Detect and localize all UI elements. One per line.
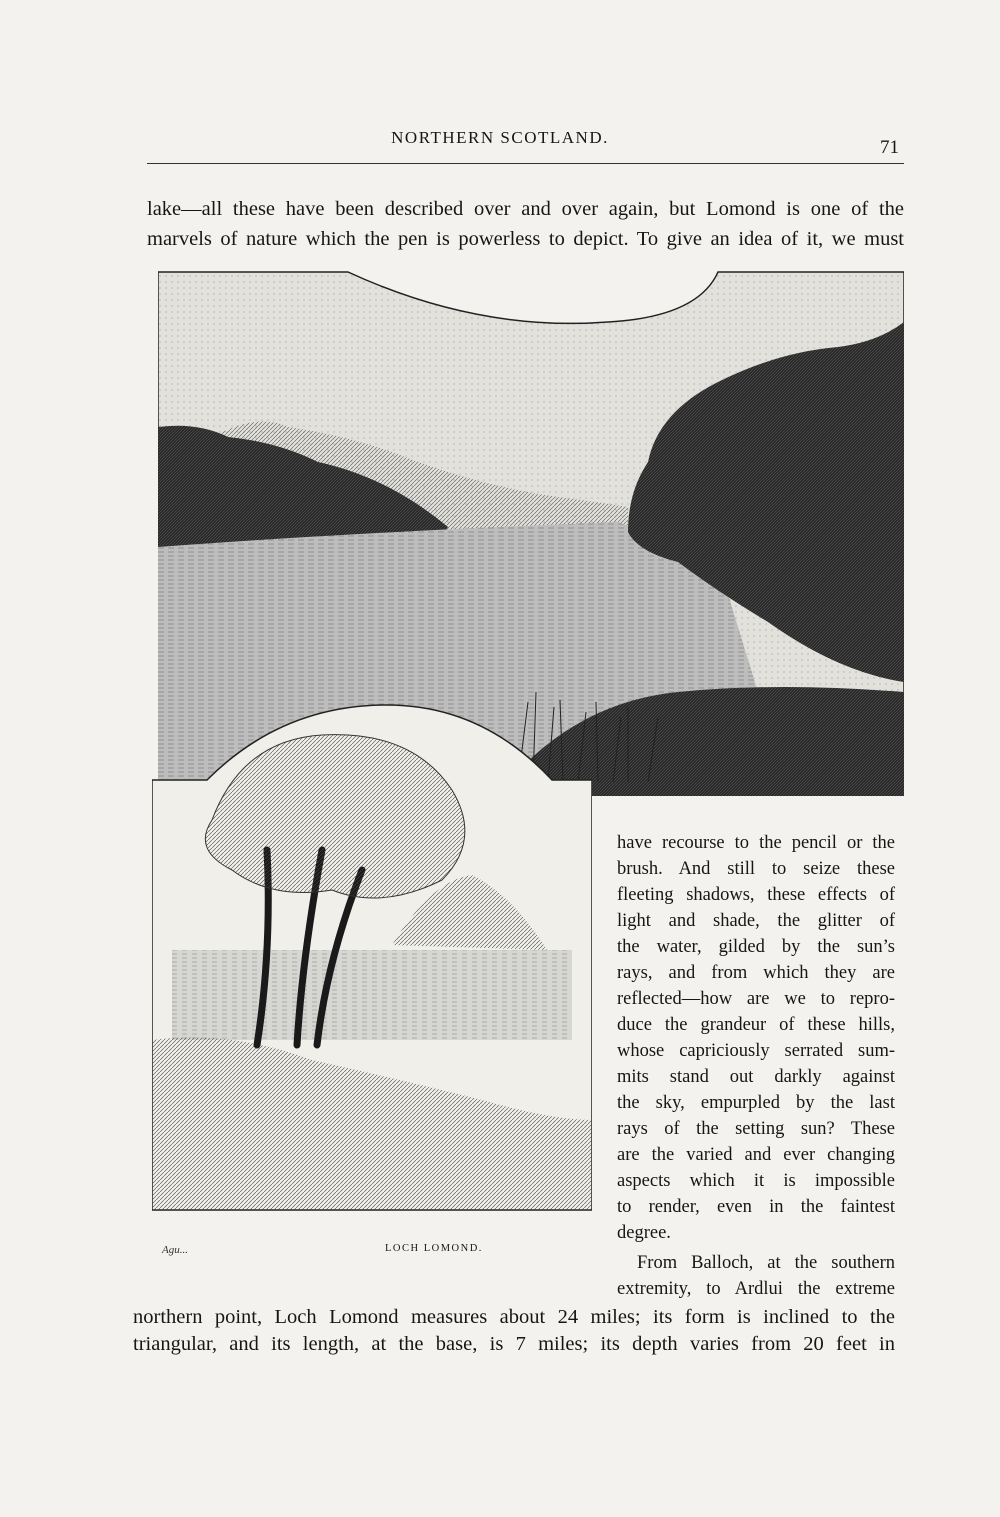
artist-signature: Agu... [162,1244,188,1256]
column-line: whose capriciously serrated sum- [617,1041,895,1061]
column-line: reflected—how are we to repro- [617,989,895,1009]
body-line: northern point, Loch Lomond measures about 24 miles; its form is inclined to the [133,1306,895,1328]
column-line: are the varied and ever changing [617,1145,895,1165]
column-line: fleeting shadows, these effects of [617,885,895,905]
column-line: duce the grandeur of these hills, [617,1015,895,1035]
column-line: degree. [617,1223,671,1243]
body-line: triangular, and its length, at the base, is 7 miles; its depth varies from 20 feet in [133,1333,895,1355]
column-line: light and shade, the glitter of [617,911,895,931]
header-rule [147,163,904,164]
column-line: the water, gilded by the sun’s [617,937,895,957]
column-line: From Balloch, at the southern [637,1253,895,1273]
column-line: rays of the setting sun? These [617,1119,895,1139]
illustration-caption: LOCH LOMOND. [385,1243,483,1254]
column-line: mits stand out darkly against [617,1067,895,1087]
column-line: rays, and from which they are [617,963,895,983]
running-header: NORTHERN SCOTLAND. [391,128,609,147]
body-line: lake—all these have been described over and over again, but Lomond is one of the [147,198,904,220]
column-line: extremity, to Ardlui the extreme [617,1279,895,1299]
body-line: marvels of nature which the pen is powerless to depict. To give an idea of it, we must [147,228,904,250]
tree-shore-engraving [152,700,592,1260]
column-line: to render, even in the faintest [617,1197,895,1217]
column-line: aspects which it is impossible [617,1171,895,1191]
column-line: brush. And still to seize these [617,859,895,879]
column-line: have recourse to the pencil or the [617,833,895,853]
column-line: the sky, empurpled by the last [617,1093,895,1113]
page-number: 71 [880,137,899,158]
